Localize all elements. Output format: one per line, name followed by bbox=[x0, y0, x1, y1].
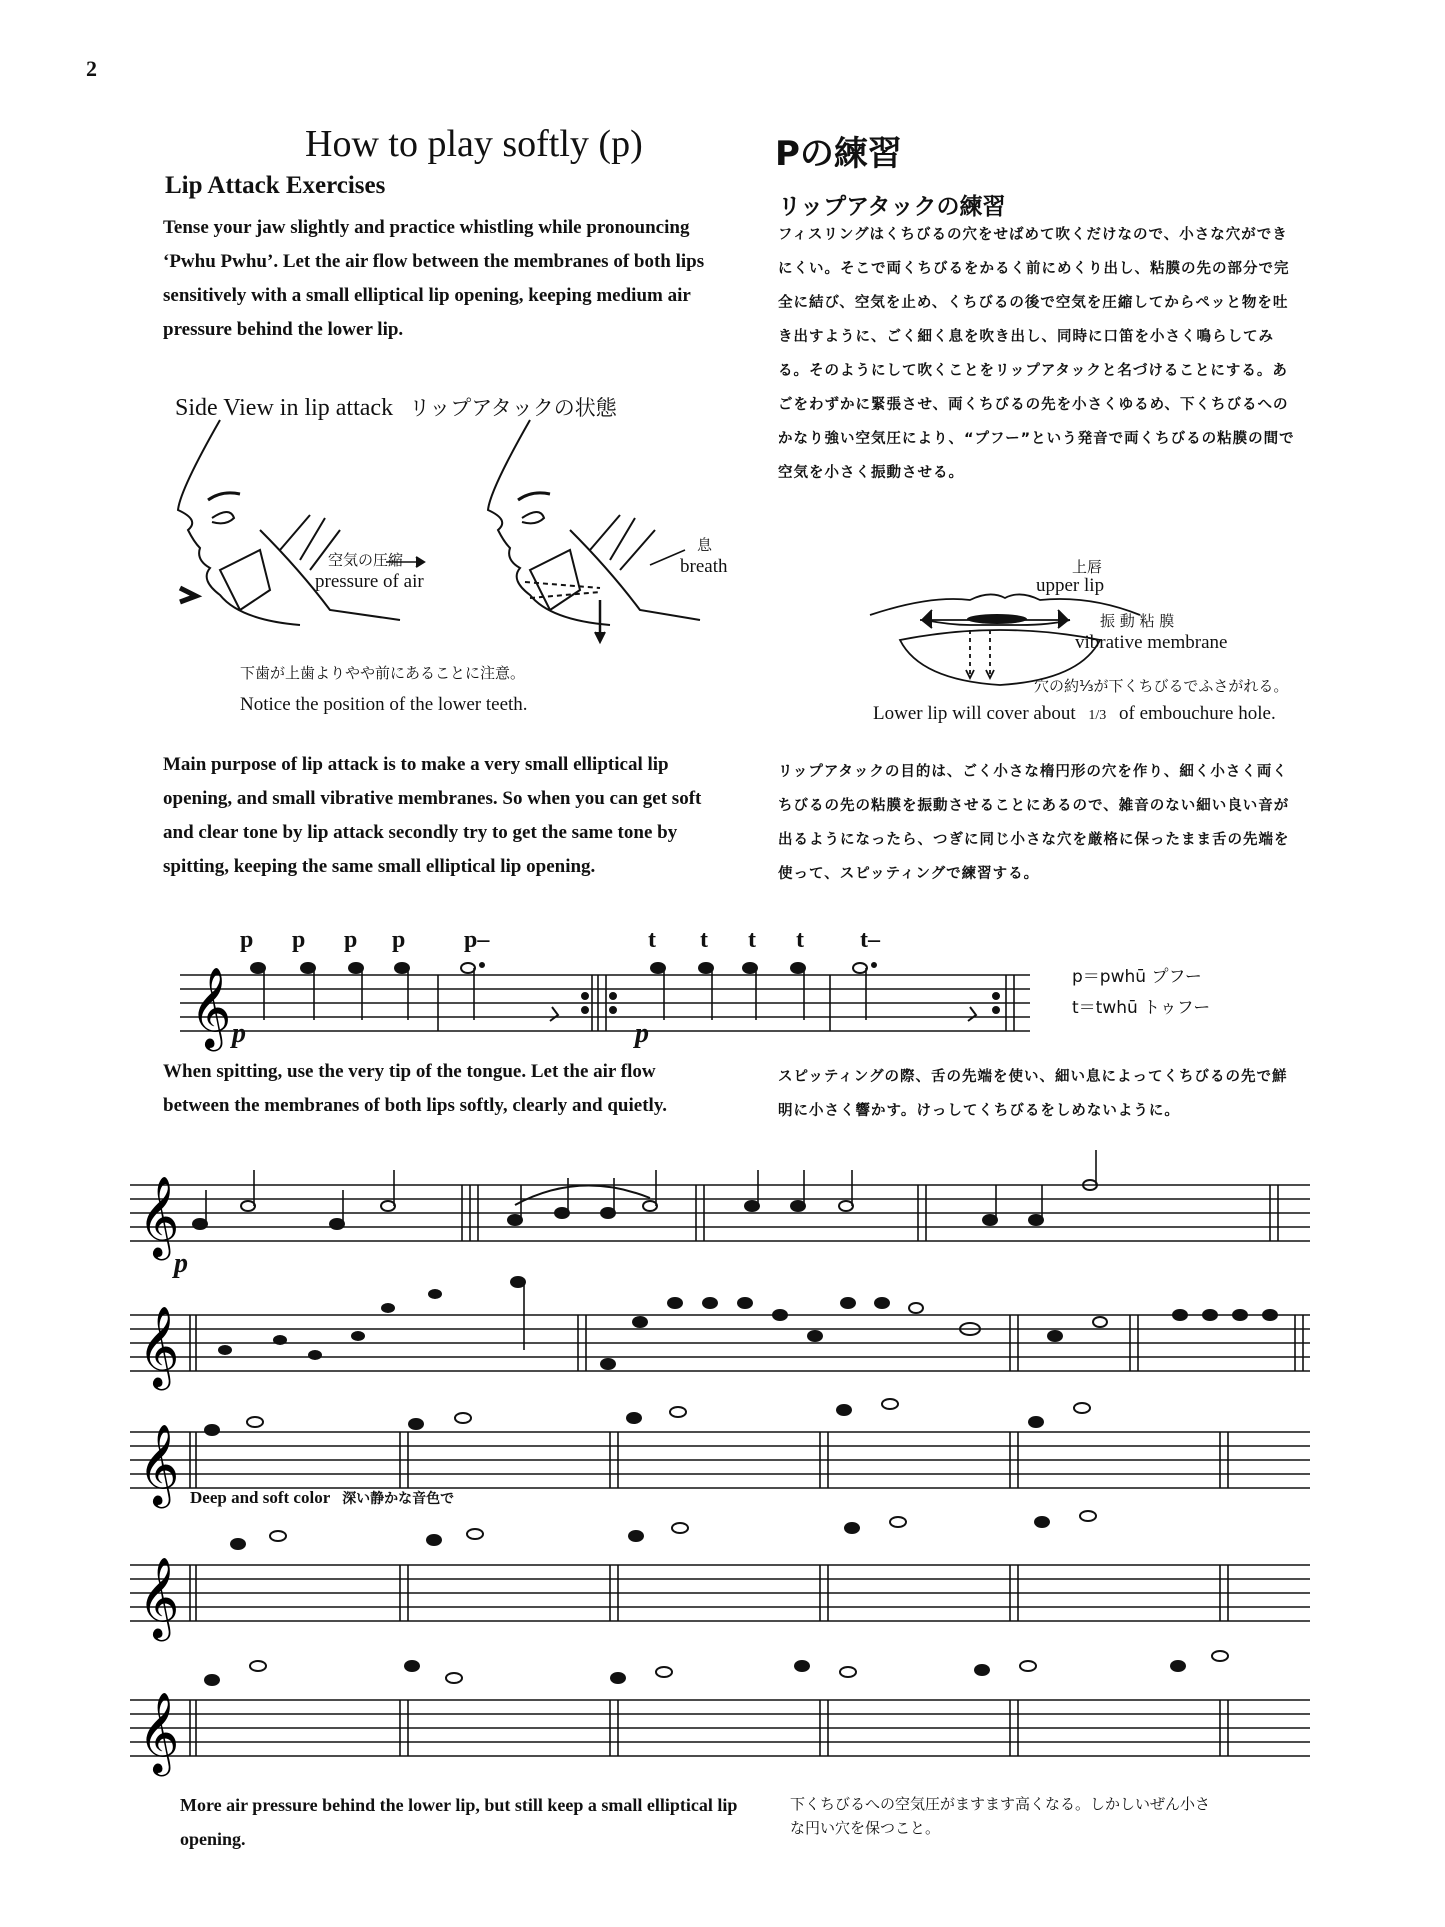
pressure-label-en: pressure of air bbox=[315, 571, 424, 592]
purpose-text-jp: リップアタックの目的は、ごく小さな楕円形の穴を作り、細く小さく両くちびるの先の粘膜を振動させることにあるので、雑音のない細い良い音が出るようになったら、つぎに同じ小さな穴を厳格に保ったまま舌の先端を使って、スピッティングで練習する。 bbox=[778, 764, 1290, 882]
svg-text:𝄞: 𝄞 bbox=[138, 1305, 180, 1387]
svg-text:𝄞: 𝄞 bbox=[190, 966, 232, 1048]
intro-text-en: Tense your jaw slightly and practice whistling while pronouncing ‘Pwhu Pwhu’. Let the air flow between the membranes of both lips sensitively with a small elliptical lip opening, keeping medium air pressure behind the lower lip. bbox=[163, 217, 705, 340]
syllable: t bbox=[648, 927, 656, 953]
deep-soft-jp: 深い静かな音色で bbox=[342, 1491, 455, 1507]
syllable: t bbox=[700, 927, 708, 953]
footer-text-en: More air pressure behind the lower lip, but still keep a small elliptical lip opening. bbox=[180, 1795, 738, 1849]
lip-caption-en-a: Lower lip will cover about bbox=[873, 703, 1076, 724]
spitting-text-jp: スピッティングの際、舌の先端を使い、細い息によってくちびるの先で鮮明に小さく響かす。けっしてくちびるをしめないように。 bbox=[778, 1069, 1288, 1119]
footer-text-jp: 下くちびるへの空気圧がますます高くなる。しかしいぜん小さな円い穴を保つこと。 bbox=[790, 1795, 1211, 1837]
syllable: t– bbox=[860, 927, 880, 953]
breath-label-en: breath bbox=[680, 556, 728, 577]
syllable: p bbox=[240, 927, 254, 953]
page-number: 2 bbox=[86, 56, 97, 81]
figure-title-en: Side View in lip attack bbox=[175, 395, 394, 421]
legend-t: t＝twhū トゥフー bbox=[1072, 998, 1211, 1018]
section-title-jp: リップアタックの練習 bbox=[778, 194, 1006, 220]
svg-text:𝄞: 𝄞 bbox=[138, 1556, 180, 1638]
figure-caption-en: Notice the position of the lower teeth. bbox=[240, 694, 528, 715]
upper-lip-label-en: upper lip bbox=[1036, 575, 1105, 596]
dynamic-mark-p: p bbox=[232, 1018, 246, 1049]
figure-title bbox=[175, 392, 617, 422]
svg-text:𝄞: 𝄞 bbox=[138, 1691, 180, 1773]
figure-title-jp: リップアタックの状態 bbox=[409, 396, 617, 420]
section-title: Lip Attack Exercises bbox=[165, 172, 386, 199]
music-staff-1 bbox=[180, 955, 1040, 1055]
dynamic-mark-p: p bbox=[635, 1018, 649, 1049]
deep-soft-en: Deep and soft color bbox=[190, 1488, 330, 1507]
syllable: p bbox=[344, 927, 358, 953]
figure-caption-jp: 下歯が上歯よりやや前にあることに注意。 bbox=[240, 664, 526, 682]
lip-caption-en bbox=[873, 703, 1276, 725]
deep-soft-label bbox=[190, 1488, 454, 1508]
svg-text:𝄞: 𝄞 bbox=[138, 1175, 180, 1257]
syllable: t bbox=[796, 927, 804, 953]
syllable: p– bbox=[464, 927, 490, 953]
lip-caption-jp: 穴の約⅓が下くちびるでふさがれる。 bbox=[1034, 677, 1289, 695]
lip-attack-side-view-drawing bbox=[160, 420, 760, 680]
membrane-label-en: vibrative membrane bbox=[1075, 632, 1228, 653]
syllable: p bbox=[392, 927, 406, 953]
intro-text-jp: フィスリングはくちびるの穴をせばめて吹くだけなので、小さな穴ができにくい。そこで両くちびるをかるく前にめくり出し、粘膜の先の部分で完全に結び、空気を止め、くちびるの後で空気を圧縮してからペッと物を吐き出すように、ごく細く息を吹き出し、同時に口笛を小さく鳴らしてみる。そのようにして吹くことをリップアタックと名づけることにする。あごをわずかに緊張させ、両くちびるの先を小さくゆるめ、下くちびるへのかなり強い空気圧により、“プフー”という発音で両くちびるの粘膜の間で空気を小さく振動させる。 bbox=[778, 227, 1295, 481]
purpose-text-en: Main purpose of lip attack is to make a very small elliptical lip opening, and small vibrative membranes. So when you can get soft and clear tone by lip attack secondly try to get the same tone by spitting, keeping the same small elliptical lip opening. bbox=[163, 754, 702, 877]
syllable: p bbox=[292, 927, 306, 953]
spitting-text-en: When spitting, use the very tip of the tongue. Let the air flow between the membranes of both lips softly, clearly and quietly. bbox=[163, 1061, 668, 1116]
membrane-label-jp: 振 動 粘 膜 bbox=[1100, 612, 1175, 630]
svg-text:𝄞: 𝄞 bbox=[138, 1423, 180, 1505]
lip-caption-fraction: 1/3 bbox=[1088, 708, 1107, 723]
music-staff-5 bbox=[130, 1530, 1320, 1640]
page-title: How to play softly (p) bbox=[305, 123, 643, 165]
breath-label-jp: 息 bbox=[697, 536, 713, 554]
legend-p: p＝pwhū プフー bbox=[1072, 967, 1202, 987]
page-title-jp: Pの練習 bbox=[775, 134, 902, 174]
lip-caption-en-b: of embouchure hole. bbox=[1119, 703, 1276, 724]
music-staff-6 bbox=[130, 1650, 1320, 1773]
music-staff-3 bbox=[130, 1290, 1320, 1400]
upper-lip-label-jp: 上唇 bbox=[1072, 558, 1103, 576]
syllable: t bbox=[748, 927, 756, 953]
music-staff-2 bbox=[130, 1160, 1320, 1270]
pressure-label-jp: 空気の圧縮 bbox=[328, 551, 404, 569]
dynamic-mark-p: p bbox=[174, 1248, 188, 1279]
